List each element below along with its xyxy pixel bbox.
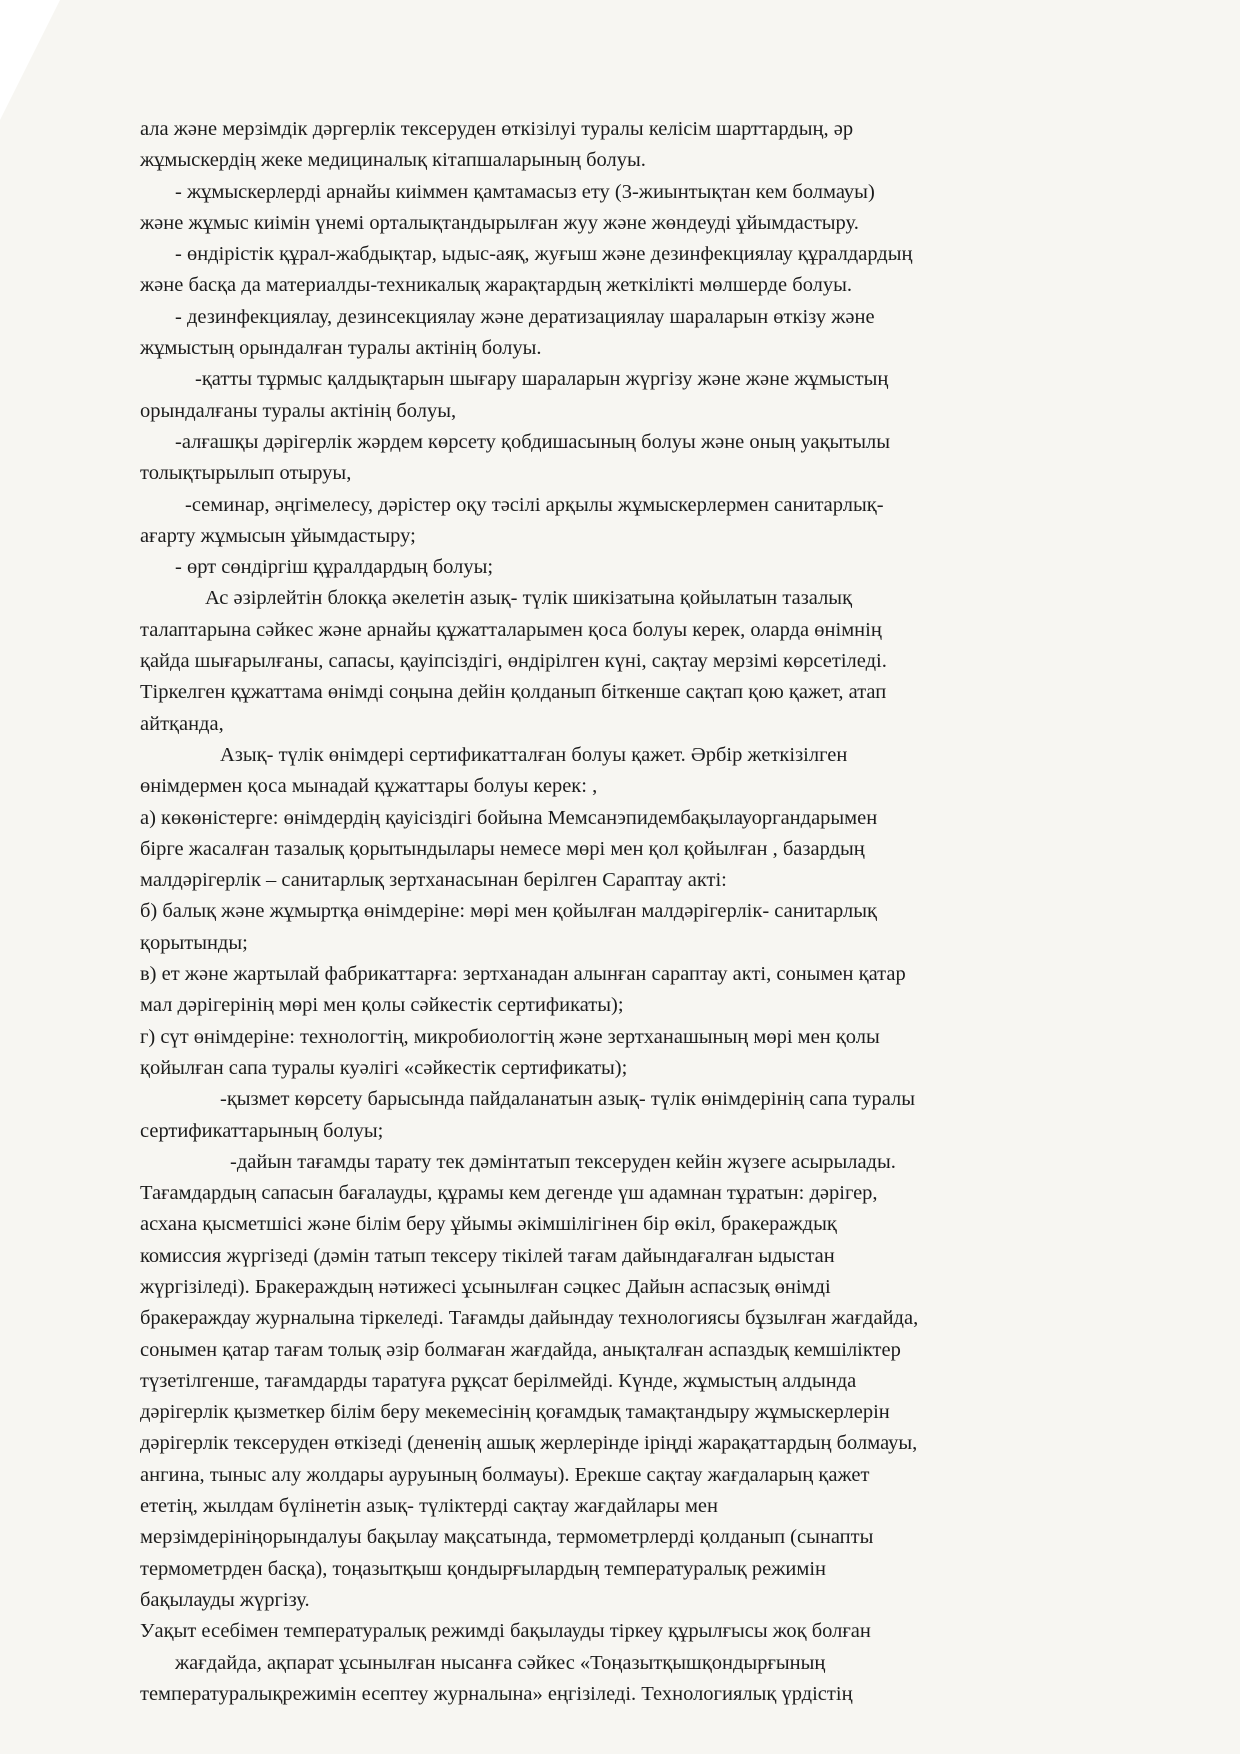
- text-line: орындалғаны туралы актінің болуы,: [140, 399, 457, 422]
- text-line: сертификаттарының болуы;: [140, 1119, 384, 1142]
- text-line: дәрігерлік тексеруден өткізеді (дененің ашық жерлерінде іріңді жарақаттардың болмауы,: [140, 1432, 918, 1455]
- text-line: өнімдермен қоса мынадай құжаттары болуы керек: ,: [140, 775, 598, 798]
- text-line: бірге жасалған тазалық қорытындылары немесе мөрі мен қол қойылған , базардың: [140, 837, 865, 860]
- text-line: қорытынды;: [140, 931, 248, 954]
- text-line: мал дәрігерінің мөрі мен қолы сәйкестік сертификаты);: [140, 994, 624, 1017]
- text-line: Тіркелген құжаттама өнімді соңына дейін қолданып біткенше сақтап қою қажет, атап: [140, 681, 887, 704]
- text-line: в) ет және жартылай фабрикаттарға: зертханадан алынған сараптау акті, сонымен қатар: [140, 963, 906, 986]
- text-line: және жұмыс киімін үнемі орталықтандырылған жуу және жөндеуді ұйымдастыру.: [140, 211, 859, 234]
- text-line: -қызмет көрсету барысында пайдаланатын азық- түлік өнімдерінің сапа туралы: [220, 1088, 916, 1111]
- text-line: термометрден басқа), тоңазытқыш қондырғылардың температуралық режимін: [140, 1557, 826, 1580]
- text-line: ағарту жұмысын ұйымдастыру;: [140, 524, 416, 547]
- text-line: -семинар, әңгімелесу, дәрістер оқу тәсілі арқылы жұмыскерлермен санитарлық-: [185, 493, 884, 516]
- text-line: - дезинфекциялау, дезинсекциялау және дератизациялау шараларын өткізу және: [175, 305, 875, 328]
- text-line: түзетілгенше, тағамдарды таратуға рұқсат берілмейді. Күнде, жұмыстың алдында: [140, 1369, 857, 1392]
- text-line: ала және мерзімдік дәргерлік тексеруден өткізілуі туралы келісім шарттардың, әр: [140, 118, 854, 140]
- text-line: бақылауды жүргізу.: [140, 1588, 310, 1611]
- text-line: жұмыскердің жеке медициналық кітапшаларының болуы.: [140, 149, 646, 172]
- text-line: б) балық және жұмыртқа өнімдеріне: мөрі мен қойылған малдәрігерлік- санитарлық: [140, 900, 877, 923]
- text-line: Ас әзірлейтін блокқа әкелетін азық- түлік шикізатына қойылатын тазалық: [205, 587, 853, 610]
- text-line: айтқанда,: [140, 712, 224, 735]
- text-line: Азық- түлік өнімдері сертификатталған болуы қажет. Әрбір жеткізілген: [220, 743, 848, 766]
- text-line: жүргізіледі). Бракераждың нәтижесі ұсынылған сәцкес Дайын аспасзық өнімді: [140, 1275, 831, 1298]
- text-line: асхана қысметшісі және білім беру ұйымы әкімшілігінен бір өкіл, бракераждық: [140, 1213, 837, 1236]
- text-line: талаптарына сәйкес және арнайы құжатталарымен қоса болуы керек, оларда өнімнің: [140, 618, 882, 641]
- text-line: -алғашқы дәрігерлік жәрдем көрсету қобдишасының болуы және оның уақытылы: [175, 430, 891, 453]
- text-line: және басқа да материалды-техникалық жарақтардың жеткілікті мөлшерде болуы.: [140, 274, 853, 297]
- text-line: комиссия жүргізеді (дәмін татып тексеру тікілей тағам дайындағалған ыдыстан: [140, 1244, 835, 1267]
- text-line: - өндірістік құрал-жабдықтар, ыдыс-аяқ, жуғыш және дезинфекциялау құралдардың: [175, 243, 913, 266]
- text-line: г) сүт өнімдеріне: технологтің, микробиологтің және зертханашының мөрі мен қолы: [140, 1025, 880, 1048]
- text-line: жұмыстың орындалған туралы актінің болуы.: [140, 337, 542, 360]
- text-line: қайда шығарылғаны, сапасы, қауіпсіздігі, өндірілген күні, сақтау мерзімі көрсетіледі.: [140, 650, 887, 673]
- text-line: ангина, тыныс алу жолдары ауруының болмауы). Ерекше сақтау жағдаларың қажет: [140, 1463, 870, 1486]
- text-line: мерзімдерініңорындалуы бақылау мақсатында, термометрлерді қолданып (сынапты: [140, 1526, 874, 1549]
- text-line: жағдайда, ақпарат ұсынылған нысанға сәйкес «Тоңазытқышқондырғының: [175, 1651, 826, 1674]
- text-line: ететің, жылдам бүлінетін азық- түліктерді сақтау жағдайлары мен: [140, 1495, 718, 1518]
- text-line: қойылған сапа туралы куәлігі «сәйкестік сертификаты);: [140, 1056, 628, 1079]
- text-line: бракераждау журналына тіркеледі. Тағамды дайындау технологиясы бұзылған жағдайда,: [140, 1307, 919, 1330]
- text-line: дәрігерлік қызметкер білім беру мекемесінің қоғамдық тамақтандыру жұмыскерлерін: [140, 1401, 890, 1424]
- text-line: - өрт сөндіргіш құралдардың болуы;: [175, 556, 494, 579]
- text-line: а) көкөністерге: өнімдердің қауісіздігі бойына Мемсанэпидембақылауоргандарымен: [140, 806, 878, 829]
- text-line: Уақыт есебімен температуралық режимді бақылауды тіркеу құрылғысы жоқ болған: [140, 1620, 871, 1643]
- text-line: - жұмыскерлерді арнайы киіммен қамтамасыз ету (3-жиынтықтан кем болмауы): [175, 180, 875, 203]
- text-line: малдәрігерлік – санитарлық зертханасынан берілген Сараптау акті:: [140, 869, 727, 892]
- text-line: Тағамдардың сапасын бағалауды, құрамы кем дегенде үш адамнан тұратын: дәрігер,: [140, 1182, 878, 1205]
- text-line: толықтырылып отыруы,: [140, 462, 352, 485]
- page-fold-corner: [0, 0, 60, 120]
- text-line: -қатты тұрмыс қалдықтарын шығару шараларын жүргізу және және жұмыстың: [195, 368, 889, 391]
- text-line: -дайын тағамды тарату тек дәмінтатып тексеруден кейін жүзеге асырылады.: [230, 1150, 896, 1173]
- text-line: температуралықрежимін есептеу журналына» еңгізіледі. Технологиялық үрдістің: [140, 1682, 853, 1705]
- document-body: [140, 114, 1120, 1710]
- text-line: сонымен қатар тағам толық әзір болмаған жағдайда, анықталған аспаздық кемшіліктер: [140, 1338, 901, 1361]
